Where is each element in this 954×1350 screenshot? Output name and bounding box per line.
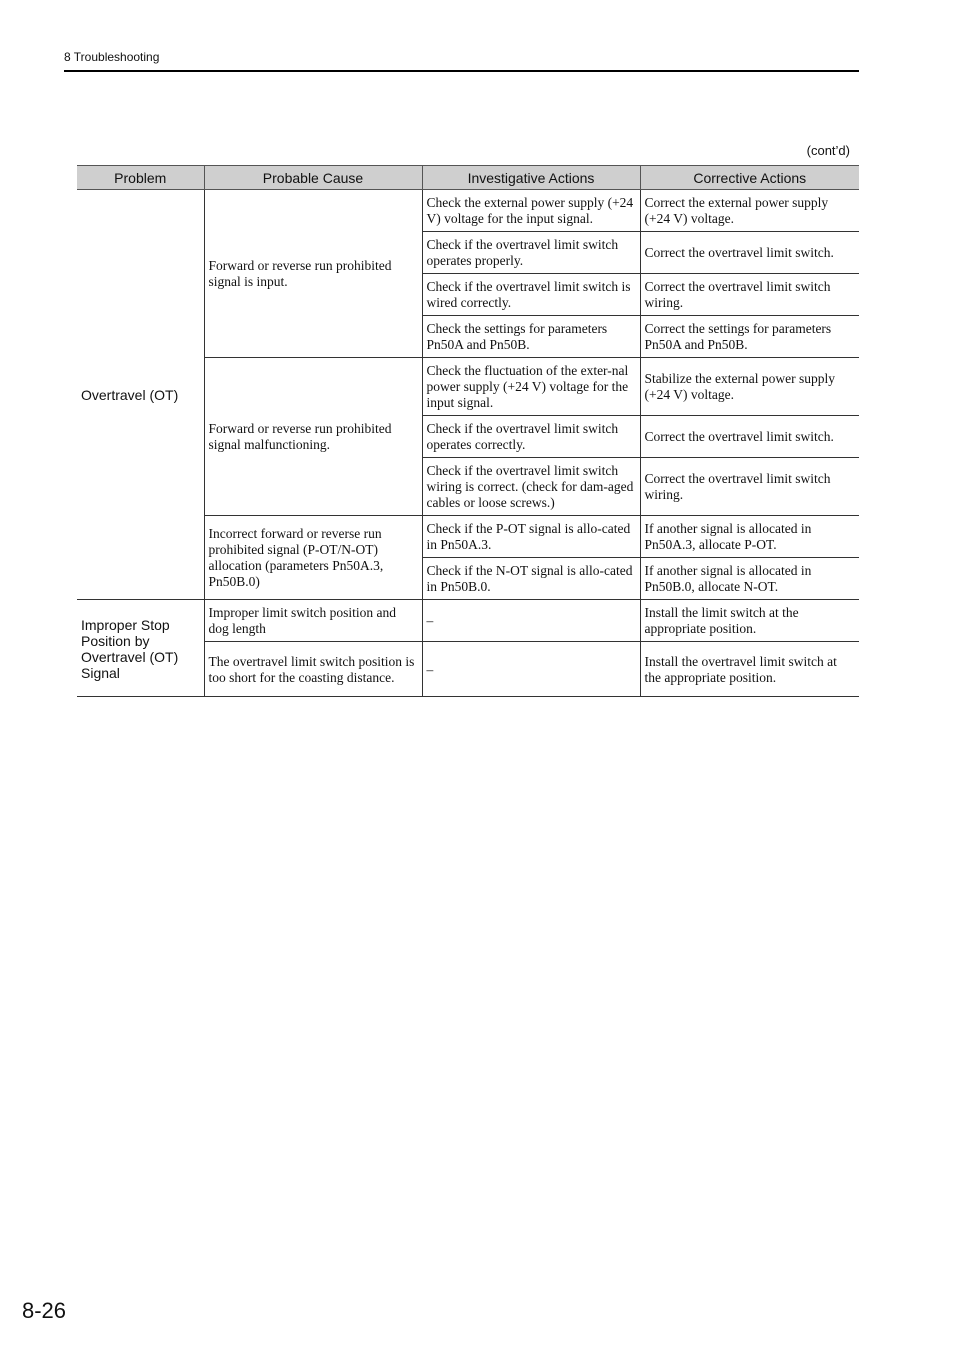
table-header-row <box>77 166 859 190</box>
action-cell: – <box>422 642 640 697</box>
action-cell: – <box>422 600 640 642</box>
cause-cell: The overtravel limit switch position is too short for the coasting distance. <box>204 642 422 697</box>
action-cell: Check if the overtravel limit switch is wired correctly. <box>422 274 640 316</box>
table-row <box>77 600 859 642</box>
correction-cell: Stabilize the external power supply (+24 V) voltage. <box>640 358 859 416</box>
column-header-problem: Problem <box>77 166 204 190</box>
table-row <box>77 190 859 232</box>
action-cell: Check if the P-OT signal is allo-cated in Pn50A.3. <box>422 516 640 558</box>
action-cell: Check if the overtravel limit switch wiring is correct. (check for dam-aged cables or loose screws.) <box>422 458 640 516</box>
cause-cell: Incorrect forward or reverse run prohibited signal (P-OT/N-OT) allocation (parameters Pn50A.3, Pn50B.0) <box>204 516 422 600</box>
action-cell: Check the settings for parameters Pn50A and Pn50B. <box>422 316 640 358</box>
correction-cell: Correct the overtravel limit switch wiring. <box>640 458 859 516</box>
continued-label: (cont’d) <box>806 143 850 158</box>
cause-cell: Forward or reverse run prohibited signal is input. <box>204 190 422 358</box>
action-cell: Check if the overtravel limit switch operates correctly. <box>422 416 640 458</box>
problem-cell: Improper Stop Position by Overtravel (OT) Signal <box>77 600 204 697</box>
correction-cell: Correct the external power supply (+24 V) voltage. <box>640 190 859 232</box>
correction-cell: Install the overtravel limit switch at the appropriate position. <box>640 642 859 697</box>
column-header-corrective-actions: Corrective Actions <box>640 166 859 190</box>
correction-cell: Install the limit switch at the appropriate position. <box>640 600 859 642</box>
action-cell: Check if the N-OT signal is allo-cated in Pn50B.0. <box>422 558 640 600</box>
correction-cell: Correct the overtravel limit switch wiring. <box>640 274 859 316</box>
column-header-probable-cause: Probable Cause <box>204 166 422 190</box>
action-cell: Check the fluctuation of the exter-nal power supply (+24 V) voltage for the input signal. <box>422 358 640 416</box>
column-header-investigative-actions: Investigative Actions <box>422 166 640 190</box>
header-rule <box>64 70 859 72</box>
cause-cell: Forward or reverse run prohibited signal malfunctioning. <box>204 358 422 516</box>
action-cell: Check if the overtravel limit switch operates properly. <box>422 232 640 274</box>
problem-cell: Overtravel (OT) <box>77 190 204 600</box>
troubleshooting-table <box>77 165 859 697</box>
correction-cell: Correct the overtravel limit switch. <box>640 416 859 458</box>
correction-cell: If another signal is allocated in Pn50B.0, allocate N-OT. <box>640 558 859 600</box>
page-number: 8-26 <box>22 1298 67 1323</box>
action-cell: Check the external power supply (+24 V) voltage for the input signal. <box>422 190 640 232</box>
correction-cell: If another signal is allocated in Pn50A.3, allocate P-OT. <box>640 516 859 558</box>
correction-cell: Correct the settings for parameters Pn50A and Pn50B. <box>640 316 859 358</box>
running-header: 8 Troubleshooting <box>64 50 160 64</box>
correction-cell: Correct the overtravel limit switch. <box>640 232 859 274</box>
cause-cell: Improper limit switch position and dog length <box>204 600 422 642</box>
